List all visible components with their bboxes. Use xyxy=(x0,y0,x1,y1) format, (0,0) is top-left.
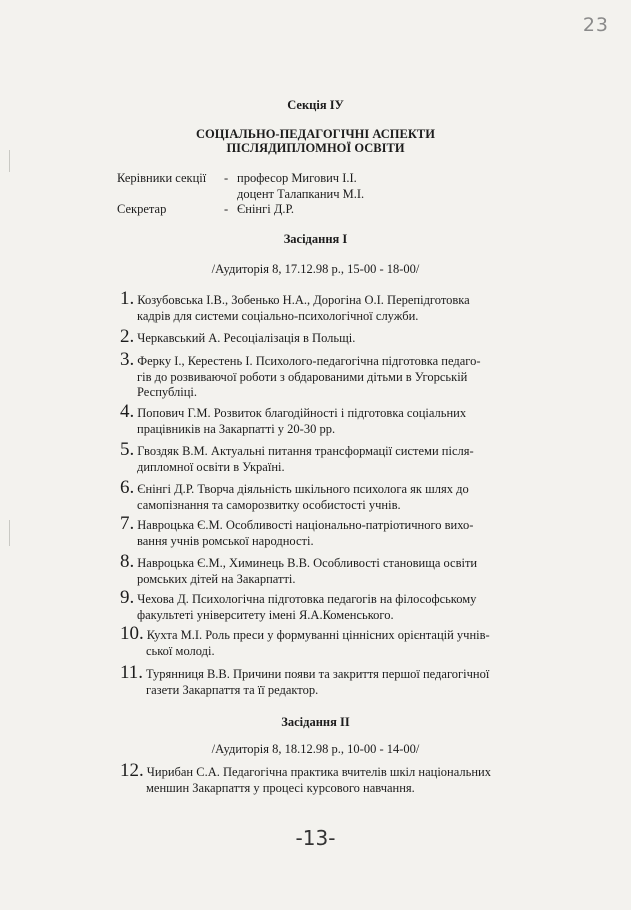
leader-name-1: професор Мигович І.І. xyxy=(237,171,357,185)
item-number: 1. xyxy=(120,288,135,309)
item-text: Гвоздяк В.М. Актуальні питання трансформації системи після- xyxy=(137,444,474,458)
secretary-name: Єнінгі Д.Р. xyxy=(237,202,294,216)
item-text-continued: вання учнів ромської народності. xyxy=(137,533,314,548)
leaders-dash: - xyxy=(224,171,229,185)
item-text: Чехова Д. Психологічна підготовка педагогів на філософському xyxy=(137,592,477,606)
meeting-1-title: Засідання І xyxy=(283,232,348,246)
list-item xyxy=(120,401,520,437)
item-number: 10. xyxy=(120,623,144,644)
punch-mark xyxy=(9,520,10,546)
list-item xyxy=(120,513,520,549)
section-heading-line1: СОЦІАЛЬНО-ПЕДАГОГІЧНІ АСПЕКТИ xyxy=(196,127,435,141)
item-text: Кухта М.І. Роль преси у формуванні ціннісних орієнтацій учнів- xyxy=(146,628,490,642)
meeting-1-info: /Аудиторія 8, 17.12.98 р., 15-00 - 18-00/ xyxy=(211,262,420,276)
secretary-label: Секретар xyxy=(117,202,167,216)
item-text-continued: меншин Закарпаття у процесі курсового навчання. xyxy=(146,780,415,795)
item-text-continued: гів до розвиваючої роботи з обдарованими дітьми в Угорській Республіці. xyxy=(137,369,468,399)
list-item xyxy=(120,288,520,324)
list-item xyxy=(120,477,520,513)
item-text: Козубовська І.В., Зобенько Н.А., Дорогіна О.І. Перепідготовка xyxy=(137,293,470,307)
item-text-continued: факультеті університету імені Я.А.Коменського. xyxy=(137,607,394,622)
meeting-2-title: Засідання ІІ xyxy=(281,715,350,729)
list-item xyxy=(120,662,520,698)
item-text: Єнінгі Д.Р. Творча діяльність шкільного психолога як шлях до xyxy=(137,482,469,496)
item-text-continued: ромських дітей на Закарпатті. xyxy=(137,571,296,586)
list-item xyxy=(120,349,520,401)
item-number: 12. xyxy=(120,760,144,781)
list-item xyxy=(120,760,520,796)
item-number: 7. xyxy=(120,513,135,534)
item-number: 4. xyxy=(120,401,135,422)
leader-name-2: доцент Талапканич М.І. xyxy=(237,186,365,201)
list-item xyxy=(120,439,520,475)
item-text: Навроцька Є.М. Особливості національно-патріотичного вихо- xyxy=(137,518,474,532)
item-text-continued: працівників на Закарпатті у 20-30 рр. xyxy=(137,421,336,436)
page-number: -13- xyxy=(295,826,336,850)
item-number: 8. xyxy=(120,551,135,572)
item-number: 11. xyxy=(120,662,144,683)
item-text: Навроцька Є.М., Химинець В.В. Особливості становища освіти xyxy=(137,556,478,570)
item-number: 2. xyxy=(120,326,135,347)
section-heading-line2: ПІСЛЯДИПЛОМНОЇ ОСВІТИ xyxy=(226,141,405,155)
corner-page-number: 23 xyxy=(582,14,609,36)
item-text-continued: дипломної освіти в Україні. xyxy=(137,459,285,474)
item-number: 3. xyxy=(120,349,135,370)
item-text-continued: газети Закарпаття та її редактор. xyxy=(146,682,319,697)
item-text: Попович Г.М. Розвиток благодійності і підготовка соціальних xyxy=(137,406,467,420)
list-item xyxy=(120,551,520,587)
list-item xyxy=(120,326,520,347)
section-title: Секція ІУ xyxy=(287,98,344,112)
item-text-continued: ської молоді. xyxy=(146,643,215,658)
secretary-dash: - xyxy=(224,202,229,216)
item-number: 6. xyxy=(120,477,135,498)
item-text: Черкавський А. Ресоціалізація в Польщі. xyxy=(137,331,356,345)
item-text-continued: самопізнання та саморозвитку особистості учнів. xyxy=(137,497,401,512)
leaders-label: Керівники секції xyxy=(117,171,207,185)
item-number: 9. xyxy=(120,587,135,608)
meeting-2-info: /Аудиторія 8, 18.12.98 р., 10-00 - 14-00/ xyxy=(211,742,420,756)
item-number: 5. xyxy=(120,439,135,460)
item-text: Чирибан С.А. Педагогічна практика вчителів шкіл національних xyxy=(146,765,491,779)
item-text: Ферку І., Керестень І. Психолого-педагогічна підготовка педаго- xyxy=(137,354,481,368)
item-text: Турянниця В.В. Причини появи та закриття першої педагогічної xyxy=(146,667,490,681)
list-item xyxy=(120,587,520,623)
list-item xyxy=(120,623,520,659)
item-text-continued: кадрів для системи соціально-психологічної служби. xyxy=(137,308,419,323)
